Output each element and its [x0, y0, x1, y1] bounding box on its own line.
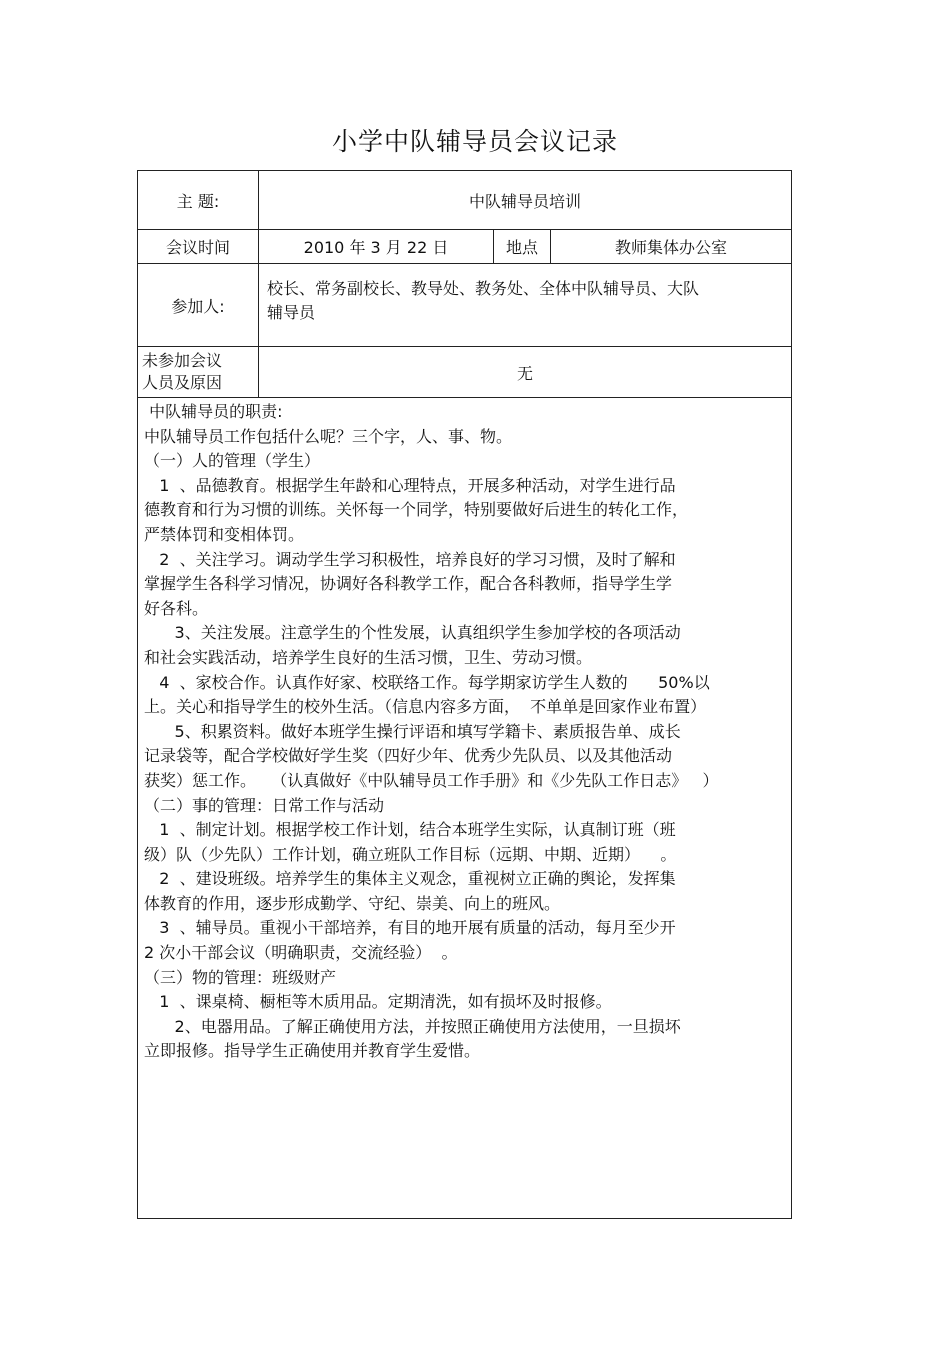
notes-line: 获奖）惩工作。 （认真做好《中队辅导员工作手册》和《少先队工作日志》 ）	[144, 770, 719, 790]
notes-line: 好各科。	[144, 598, 209, 618]
notes-line: 中队辅导员工作包括什么呢？三个字，人、事、物。	[144, 426, 513, 446]
attendees-line-2: 辅导员	[267, 303, 316, 322]
notes-line: 和社会实践活动，培养学生良好的生活习惯，卫生、劳动习惯。	[144, 647, 593, 667]
absent-label-line-1: 未参加会议	[142, 351, 223, 370]
attendees-line-1: 校长、常务副校长、教导处、教务处、全体中队辅导员、大队	[267, 279, 700, 298]
time-label: 会议时间	[138, 230, 259, 264]
notes-line: （一）人的管理（学生）	[144, 451, 321, 471]
attendees-value	[259, 264, 792, 347]
notes-line: 1 、制定计划。根据学校工作计划，结合本班学生实际，认真制订班（班	[144, 820, 676, 840]
meeting-notes	[138, 398, 792, 1219]
document-title: 小学中队辅导员会议记录	[331, 127, 618, 156]
topic-row	[138, 171, 792, 230]
notes-line: 4 、家校合作。认真作好家、校联络工作。每学期家访学生人数的 50%以	[144, 672, 710, 692]
attendees-row	[138, 264, 792, 347]
notes-line: 记录袋等，配合学校做好学生奖（四好少年、优秀少先队员、以及其他活动	[144, 746, 673, 766]
notes-line: 1 、品德教育。根据学生年龄和心理特点，开展多种活动，对学生进行品	[144, 475, 676, 495]
notes-line: 级）队（少先队）工作计划，确立班队工作目标（远期、中期、近期） 。	[144, 844, 677, 864]
meeting-record-table	[137, 170, 792, 1219]
topic-value: 中队辅导员培训	[259, 171, 792, 230]
notes-line: 中队辅导员的职责:	[144, 402, 283, 421]
notes-line: 5、积累资料。做好本班学生操行评语和填写学籍卡、素质报告单、成长	[144, 721, 681, 741]
notes-line: 体教育的作用，逐步形成勤学、守纪、崇美、向上的班风。	[144, 893, 561, 913]
time-value: 2010 年 3 月 22 日	[259, 230, 494, 264]
topic-label: 主 题:	[138, 171, 259, 230]
absent-label-line-2: 人员及原因	[142, 373, 223, 392]
notes-line: 2 次小干部会议（明确职责，交流经验） 。	[144, 943, 458, 963]
notes-line: 2 、建设班级。培养学生的集体主义观念，重视树立正确的舆论，发挥集	[144, 869, 676, 889]
location-label: 地点	[494, 230, 551, 264]
attendees-label: 参加人:	[138, 264, 259, 347]
notes-line: 上。关心和指导学生的校外生活。（信息内容多方面， 不单单是回家作业布置）	[144, 697, 707, 717]
location-value: 教师集体办公室	[551, 230, 792, 264]
notes-line: 2、电器用品。了解正确使用方法，并按照正确使用方法使用，一旦损坏	[144, 1016, 681, 1036]
notes-row	[138, 398, 792, 1219]
notes-line: 德教育和行为习惯的训练。关怀每一个同学，特别要做好后进生的转化工作，	[144, 500, 689, 520]
notes-line: （二）事的管理：日常工作与活动	[144, 795, 385, 815]
notes-line: 2 、关注学习。调动学生学习积极性，培养良好的学习习惯，及时了解和	[144, 549, 676, 569]
notes-line: （三）物的管理：班级财产	[144, 967, 337, 987]
notes-line: 3、关注发展。注意学生的个性发展，认真组织学生参加学校的各项活动	[144, 623, 681, 643]
notes-line: 立即报修。指导学生正确使用并教育学生爱惜。	[144, 1041, 481, 1061]
time-row	[138, 230, 792, 264]
absent-row	[138, 347, 792, 398]
notes-line: 1 、课桌椅、橱柜等木质用品。定期清洗，如有损坏及时报修。	[144, 992, 612, 1012]
absent-value: 无	[259, 347, 792, 398]
notes-line: 3 、辅导员。重视小干部培养，有目的地开展有质量的活动，每月至少开	[144, 918, 676, 938]
notes-line: 掌握学生各科学习情况，协调好各科教学工作，配合各科教师，指导学生学	[144, 574, 673, 594]
notes-line: 严禁体罚和变相体罚。	[144, 524, 305, 544]
notes-body	[144, 400, 785, 1064]
absent-label	[138, 347, 259, 398]
